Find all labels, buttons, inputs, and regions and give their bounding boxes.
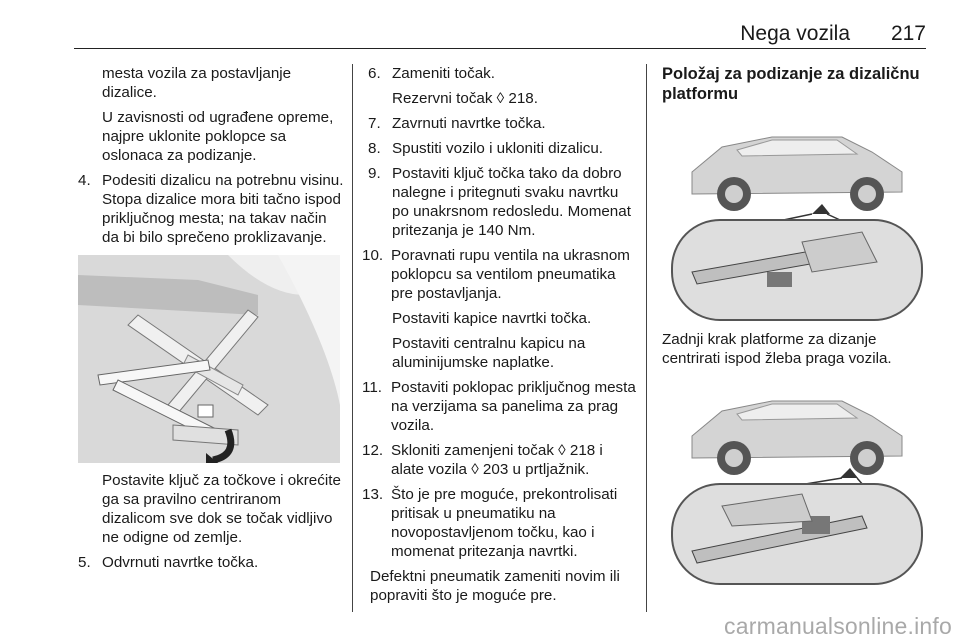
figure-caption: Postavite ključ za točkove i okrećite ga sa pravilno centriranom dizalicom sve dok se točak vidljivo ne odigne od zemlje. <box>102 472 341 546</box>
step-text: Odvrnuti navrtke točka. <box>102 554 259 571</box>
step-12 <box>362 441 636 479</box>
column-1 <box>78 64 344 572</box>
step-text: Postaviti poklopac priključnog mesta na verzijama sa panelima za prag vozila. <box>391 379 636 434</box>
jack-illustration <box>78 255 344 463</box>
step-text: Podesiti dizalicu na potrebnu visinu. Stopa dizalice mora biti tačno ispod priključnog mesta; na takav način da bi bilo sprečeno proklizavanje. <box>102 172 344 246</box>
step-8 <box>368 139 636 158</box>
step-number: 12. <box>362 442 384 459</box>
column-divider <box>646 64 647 612</box>
step-text: Zavrnuti navrtke točka. <box>392 115 546 132</box>
step-number: 8. <box>368 140 381 157</box>
paragraph-continued: mesta vozila za postavljanje dizalice. <box>102 65 292 101</box>
lift-point-illustration-top <box>662 112 932 322</box>
column-2 <box>362 64 636 605</box>
step-text: Postaviti ključ točka tako da dobro nalegne i pritegnuti svaku navrtku po unakrsnom redosledu. Momenat pritezanja je 140 Nm. <box>392 165 631 239</box>
page-number: 217 <box>890 22 926 45</box>
step-text: Zameniti točak. <box>392 65 495 82</box>
cross-reference: Rezervni točak ◊ 218. <box>392 90 538 107</box>
step-5 <box>78 553 344 572</box>
column-3 <box>662 64 932 594</box>
step-number: 10. <box>362 247 384 264</box>
figure-caption: Zadnji krak platforme za dizanje centrirati ispod žleba praga vozila. <box>662 331 892 367</box>
step-9 <box>368 164 636 240</box>
watermark: carmanualsonline.info <box>724 613 952 639</box>
step-note: Postaviti kapice navrtki točka. <box>392 310 592 327</box>
step-number: 7. <box>368 115 381 132</box>
step-6 <box>368 64 636 83</box>
step-7 <box>368 114 636 133</box>
step-number: 9. <box>368 165 381 182</box>
step-text: Što je pre moguće, prekontrolisati pritisak u pneumatiku na novopostavljenom točku, kao i momenat pritezanja navrtki. <box>391 486 618 560</box>
step-note: Postaviti centralnu kapicu na aluminijumske naplatke. <box>392 335 586 371</box>
step-text: Skloniti zamenjeni točak ◊ 218 i alate vozila ◊ 203 u prtljažnik. <box>391 442 603 478</box>
section-heading: Položaj za podizanje za dizaličnu platformu <box>662 65 920 103</box>
step-10 <box>362 246 636 303</box>
step-11 <box>362 378 636 435</box>
step-number: 4. <box>78 172 91 189</box>
step-4 <box>78 171 344 247</box>
closing-paragraph: Defektni pneumatik zameniti novim ili popraviti što je moguće pre. <box>370 568 620 604</box>
step-number: 6. <box>368 65 381 82</box>
paragraph-note: U zavisnosti od ugrađene opreme, najpre uklonite poklopce sa oslonaca za podizanje. <box>102 109 334 164</box>
section-title: Nega vozila <box>740 22 850 45</box>
step-number: 11. <box>362 379 382 396</box>
column-divider <box>352 64 353 612</box>
step-text: Spustiti vozilo i ukloniti dizalicu. <box>392 140 604 157</box>
step-number: 5. <box>78 554 91 571</box>
lift-point-illustration-bottom <box>662 376 932 586</box>
step-number: 13. <box>362 486 384 503</box>
page-header <box>74 18 926 49</box>
step-13 <box>362 485 636 561</box>
step-text: Poravnati rupu ventila na ukrasnom poklopcu sa ventilom pneumatika pre postavljanja. <box>391 247 630 302</box>
